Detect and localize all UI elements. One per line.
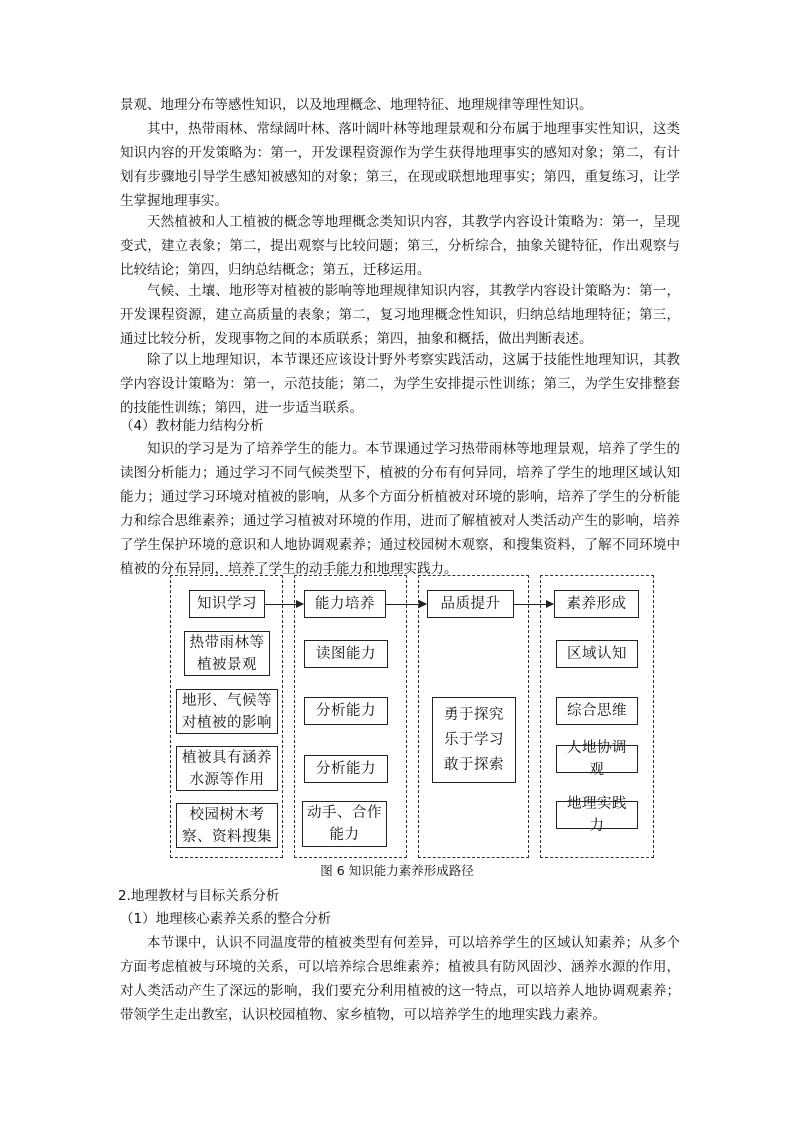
column-knowledge (170, 575, 283, 858)
arrow-ability-to-quality (386, 604, 426, 605)
heading-ability-structure: （4）教材能力结构分析 (120, 418, 264, 434)
figure-caption: 图 6 知识能力素养形成路径 (320, 863, 474, 878)
arrow-knowledge-to-ability (265, 604, 303, 605)
paragraph-intro-tail: 景观、地理分布等感性知识，以及地理概念、地理特征、地理规律等理性知识。 (120, 97, 593, 113)
knowledge-item: 校园树木考察、资料搜集 (176, 803, 278, 848)
paragraph-ability-analysis: 知识的学习是为了培养学生的能力。本节课通过学习热带雨林等地理景观，培养了学生的读图分析能力；通过学习不同气候类型下，植被的分布有何异同，培养了学生的地理区域认知能力；通过学习环境对植被的影响，从多个方面分析植被对环境的影响，培养了学生的分析能力和综合思维素养；通过学习植被对环境的作用，进而了解植被对人类活动产生的影响，培养了学生保护环境的意识和人地协调观素养；通过校园树木观察，和搜集资料，了解不同环境中植被的分布异同，培养了学生的动手能力和地理实践力。 (120, 441, 680, 577)
knowledge-item: 植被具有涵养水源等作用 (176, 746, 278, 791)
arrow-quality-to-literacy (514, 604, 553, 605)
knowledge-item: 热带雨林等植被景观 (184, 631, 270, 676)
column-quality (418, 575, 529, 858)
header-literacy: 素养形成 (554, 590, 639, 618)
paragraph-skill-knowledge: 除了以上地理知识，本节课还应该设计野外考察实践活动，这属于技能性地理知识，其教学内容设计策略为：第一，示范技能；第二，为学生安排提示性训练；第三，为学生安排整套的技能性训练；第四，进一步适当联系。 (120, 352, 680, 416)
literacy-item: 区域认知 (556, 640, 638, 668)
header-quality: 品质提升 (427, 590, 514, 618)
ability-item: 分析能力 (304, 755, 388, 783)
paragraph-law-knowledge: 气候、土壤、地形等对植被的影响等地理规律知识内容，其教学内容设计策略为：第一，开发课程资源，建立高质量的表象；第二，复习地理概念性知识，归纳总结地理特征；第三，通过比较分析，发现事物之间的本质联系；第四，抽象和概括，做出判断表述。 (120, 283, 680, 347)
header-knowledge: 知识学习 (189, 590, 265, 618)
ability-item: 动手、合作能力 (302, 801, 387, 847)
subsection-title: （1）地理核心素养关系的整合分析 (120, 911, 332, 927)
literacy-item: 综合思维 (556, 697, 638, 725)
section-title: 2.地理教材与目标关系分析 (118, 888, 280, 904)
literacy-item: 地理实践力 (556, 801, 638, 829)
quality-item: 勇于探究乐于学习敢于探索 (432, 697, 516, 783)
knowledge-item: 地形、气候等对植被的影响 (176, 689, 278, 734)
header-ability: 能力培养 (304, 590, 386, 618)
paragraph-factual-knowledge: 其中，热带雨林、常绿阔叶林、落叶阔叶林等地理景观和分布属于地理事实性知识，这类知识内容的开发策略为：第一，开发课程资源作为学生获得地理事实的感知对象；第二，有计划有步骤地引导学生感知被感知的对象；第三，在现或联想地理事实；第四，重复练习，让学生掌握地理事实。 (120, 121, 680, 209)
literacy-item: 人地协调观 (556, 745, 638, 773)
paragraph-core-literacy: 本节课中，认识不同温度带的植被类型有何差异，可以培养学生的区域认知素养；从多个方面考虑植被与环境的关系，可以培养综合思维素养；植被具有防风固沙、涵养水源的作用，对人类活动产生了深远的影响，我们要充分利用植被的这一特点，可以培养人地协调观素养；带领学生走出教室，认识校园植物、家乡植物，可以培养学生的地理实践力素养。 (120, 935, 680, 1023)
ability-item: 分析能力 (304, 697, 388, 725)
column-ability (294, 575, 407, 858)
column-literacy (540, 575, 654, 858)
ability-item: 读图能力 (304, 640, 388, 668)
paragraph-concept-knowledge: 天然植被和人工植被的概念等地理概念类知识内容，其教学内容设计策略为：第一，呈现变式，建立表象；第二，提出观察与比较问题；第三，分析综合，抽象关键特征，作出观察与比较结论；第四，归纳总结概念；第五，迁移运用。 (120, 214, 680, 278)
